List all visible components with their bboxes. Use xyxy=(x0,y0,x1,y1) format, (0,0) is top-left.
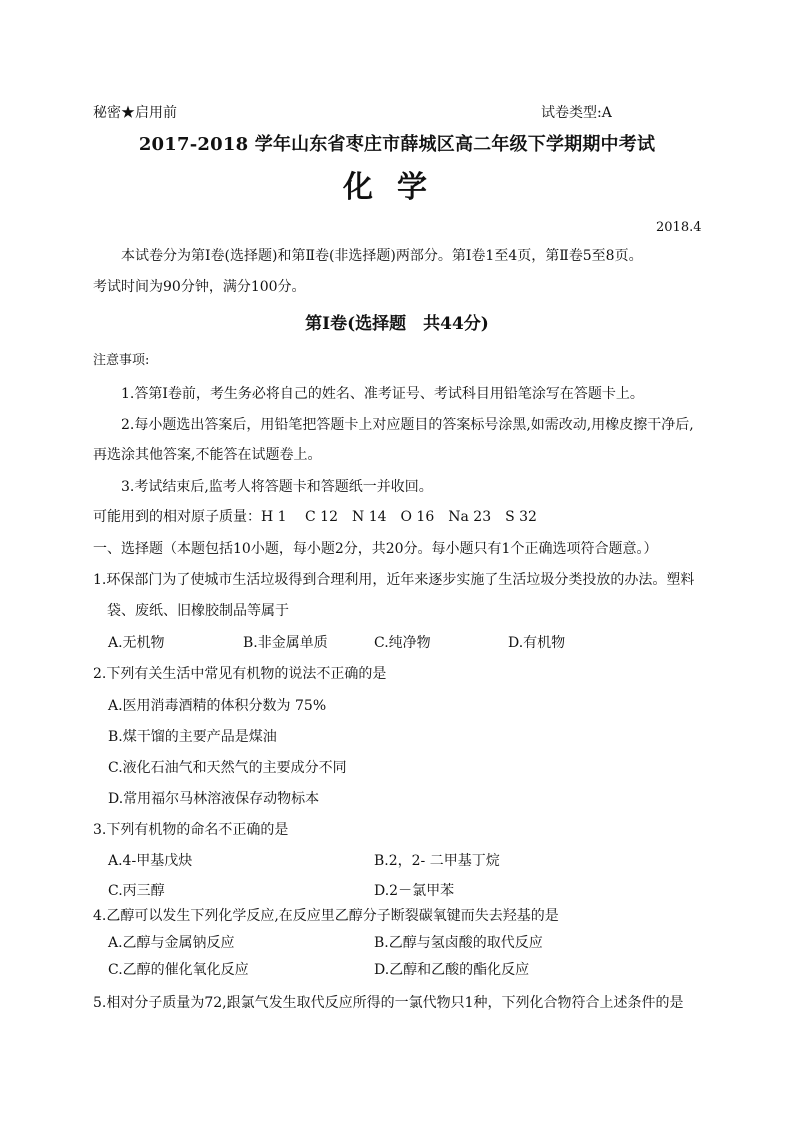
note-item-2-line-2: 再选涂其他答案,不能答在试题卷上。 xyxy=(93,447,322,463)
note-item-3: 3.考试结束后,监考人将答题卡和答题纸一并收回。 xyxy=(121,479,433,495)
question-1-option-c: C.纯净物 xyxy=(374,635,431,651)
question-1-stem-line-1: 1.环保部门为了使城市生活垃圾得到合理利用，近年来逐步实施了生活垃圾分类投放的办法。塑料 xyxy=(93,572,695,588)
question-3-option-c: C.丙三醇 xyxy=(108,883,165,899)
question-4-stem: 4.乙醇可以发生下列化学反应,在反应里乙醇分子断裂碳氧键而失去羟基的是 xyxy=(93,908,559,924)
intro-line-1: 本试卷分为第Ⅰ卷(选择题)和第Ⅱ卷(非选择题)两部分。第Ⅰ卷1至4页，第Ⅱ卷5至8页。 xyxy=(121,248,643,264)
exam-title: 2017-2018 学年山东省枣庄市薛城区高二年级下学期期中考试 xyxy=(138,134,656,155)
question-4-option-a: A.乙醇与金属钠反应 xyxy=(108,935,235,951)
question-1-option-b: B.非金属单质 xyxy=(243,635,328,651)
question-4-option-b: B.乙醇与氢卤酸的取代反应 xyxy=(374,935,543,951)
question-2-option-c: C.液化石油气和天然气的主要成分不同 xyxy=(108,760,347,776)
question-5-stem: 5.相对分子质量为72,跟氯气发生取代反应所得的一氯代物只1种，下列化合物符合上述条件的是 xyxy=(93,995,684,1011)
section1-title: 第Ⅰ卷(选择题 共44分) xyxy=(305,314,489,334)
subject-title: 化学 xyxy=(343,170,451,205)
question-2-option-d: D.常用福尔马林溶液保存动物标本 xyxy=(108,791,320,807)
question-1-stem-line-2: 袋、废纸、旧橡胶制品等属于 xyxy=(107,603,289,619)
question-2-option-a: A.医用消毒酒精的体积分数为 75% xyxy=(108,698,327,714)
part1-heading: 一、选择题（本题包括10小题，每小题2分，共20分。每小题只有1个正确选项符合题意。） xyxy=(93,541,658,557)
intro-line-2: 考试时间为90分钟，满分100分。 xyxy=(93,279,306,295)
confidential-label: 秘密★启用前 xyxy=(93,105,177,121)
paper-type-label: 试卷类型:A xyxy=(541,105,612,121)
question-2-stem: 2.下列有关生活中常见有机物的说法不正确的是 xyxy=(93,666,387,682)
question-3-stem: 3.下列有机物的命名不正确的是 xyxy=(93,822,289,838)
question-2-option-b: B.煤干馏的主要产品是煤油 xyxy=(108,729,277,745)
question-3-option-b: B.2，2- 二甲基丁烷 xyxy=(374,853,500,869)
question-3-option-a: A.4-甲基戊炔 xyxy=(108,853,193,869)
question-4-option-d: D.乙醇和乙酸的酯化反应 xyxy=(374,962,530,978)
atomic-masses: 可能用到的相对原子质量：H 1 C 12 N 14 O 16 Na 23 S 32 xyxy=(93,509,537,525)
question-1-option-a: A.无机物 xyxy=(108,635,165,651)
question-3-option-d: D.2－氯甲苯 xyxy=(374,883,455,899)
question-4-option-c: C.乙醇的催化氧化反应 xyxy=(108,962,249,978)
note-item-2-line-1: 2.每小题选出答案后，用铅笔把答题卡上对应题目的答案标号涂黑,如需改动,用橡皮擦干净后, xyxy=(121,417,694,433)
exam-date: 2018.4 xyxy=(656,220,702,235)
question-1-option-d: D.有机物 xyxy=(508,635,566,651)
note-item-1: 1.答第Ⅰ卷前，考生务必将自己的姓名、准考证号、考试科目用铅笔涂写在答题卡上。 xyxy=(121,386,644,402)
notes-heading: 注意事项: xyxy=(93,353,150,368)
